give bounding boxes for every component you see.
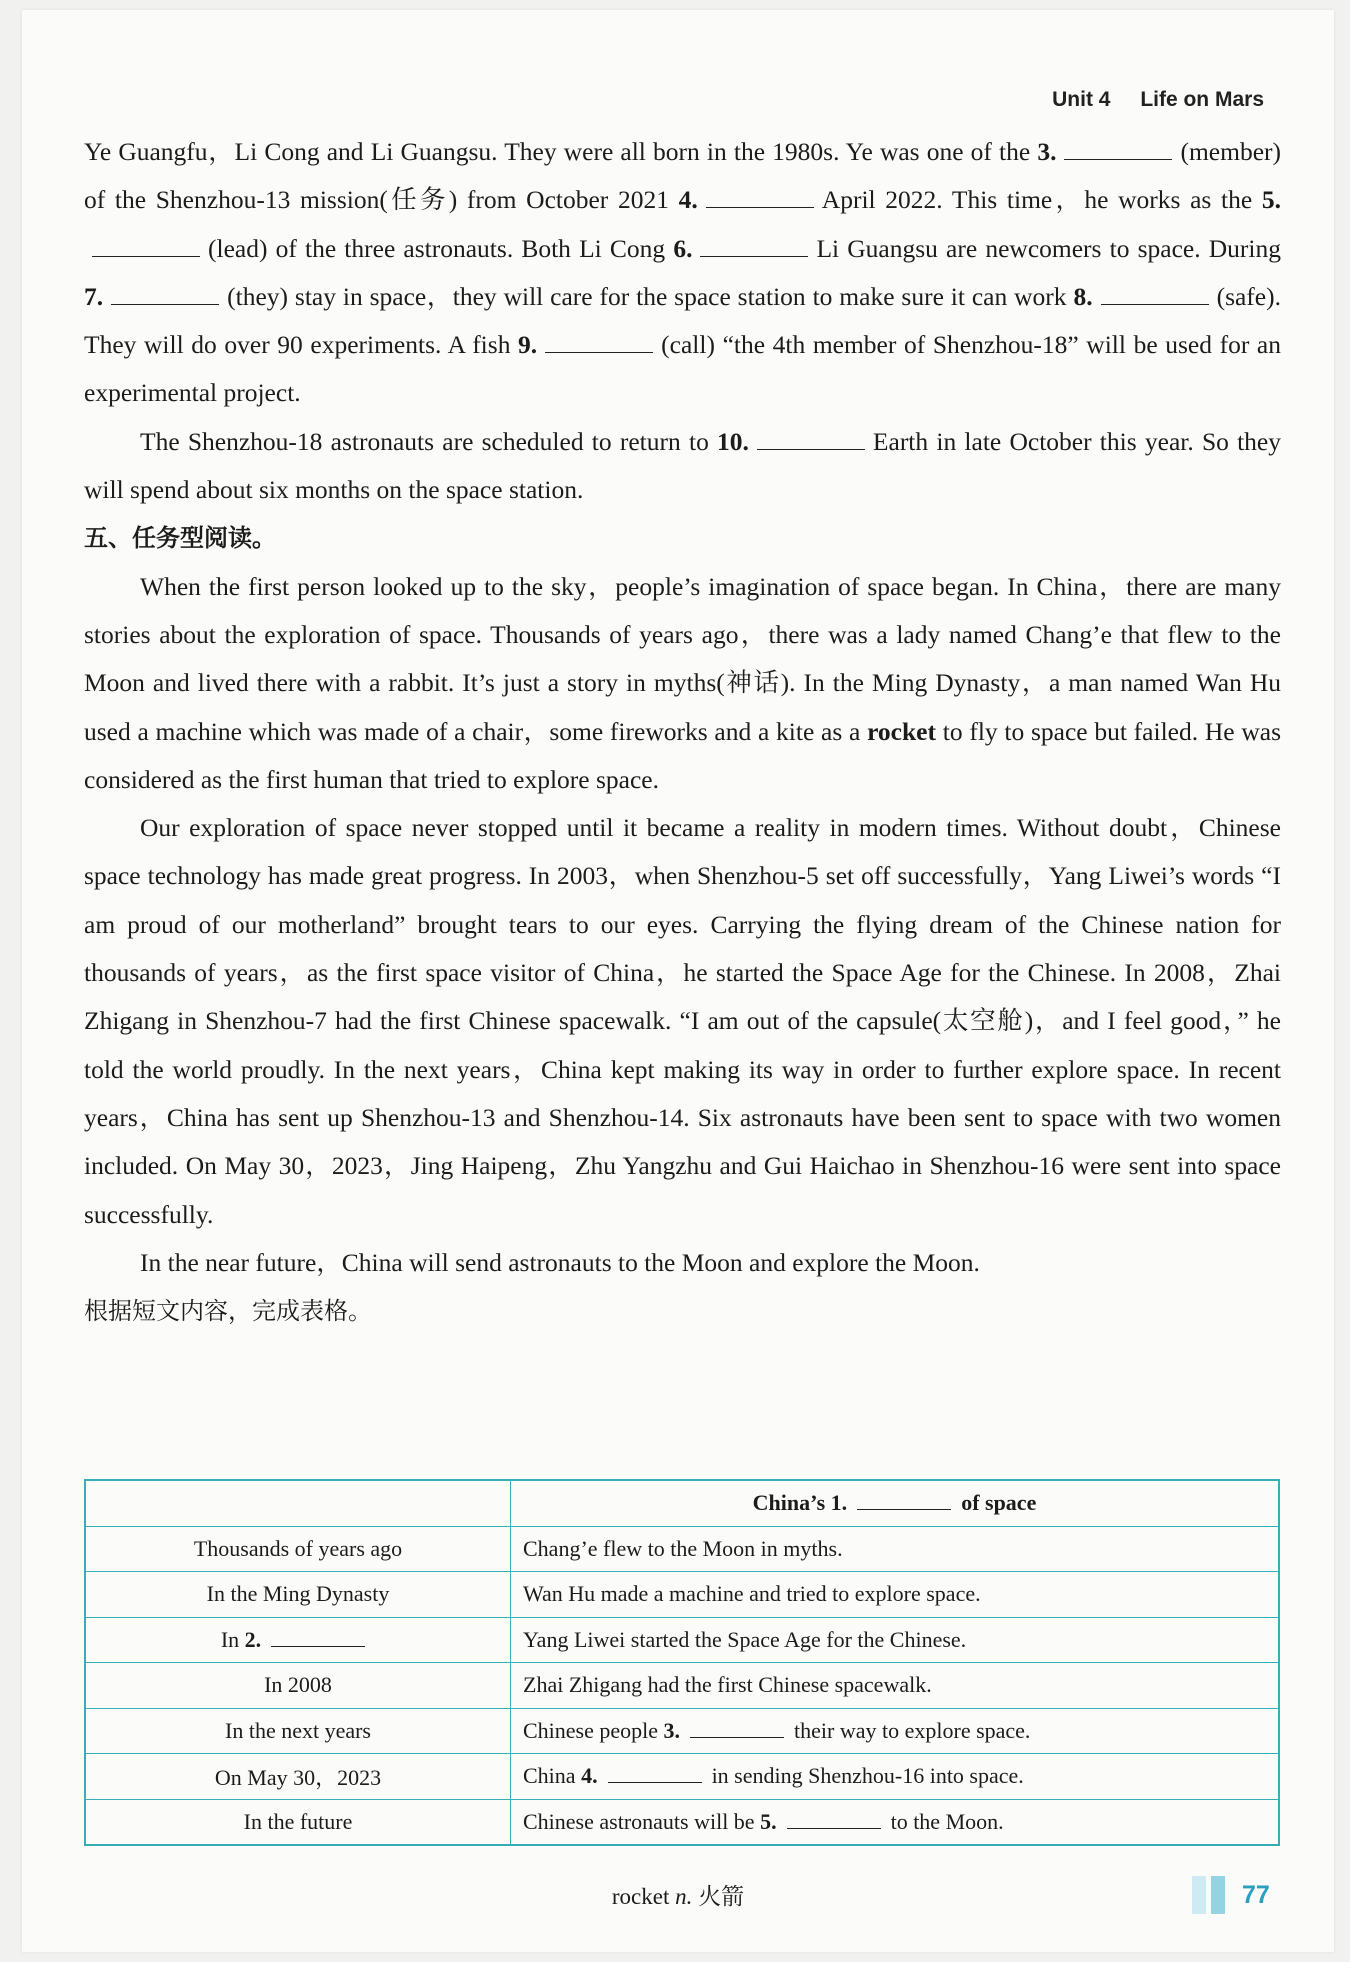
blank-4[interactable] bbox=[706, 206, 814, 208]
time-cell: Thousands of years ago bbox=[85, 1526, 511, 1572]
event-text: Chinese astronauts will be bbox=[523, 1808, 761, 1834]
table-header-empty bbox=[85, 1480, 511, 1526]
table-blank-1[interactable] bbox=[857, 1508, 951, 1510]
table-blank-5[interactable] bbox=[787, 1827, 881, 1829]
event-text: to the Moon. bbox=[890, 1808, 1004, 1834]
time-cell: In the next years bbox=[85, 1708, 511, 1754]
workbook-page bbox=[22, 10, 1334, 1952]
header-text: of space bbox=[961, 1490, 1037, 1516]
text-run: Ye Guangfu，Li Cong and Li Guangsu. They were all born in the 1980s. Ye was one of the bbox=[84, 137, 1038, 166]
table-blank-4[interactable] bbox=[608, 1781, 702, 1783]
table-row bbox=[85, 1617, 1279, 1663]
reading-paragraph-1 bbox=[84, 563, 1281, 804]
table-row bbox=[85, 1572, 1279, 1618]
blank-number-9: 9. bbox=[518, 330, 538, 360]
event-text: Chinese people bbox=[523, 1717, 664, 1743]
event-cell bbox=[511, 1708, 1280, 1754]
text-run: (lead) of the three astronauts. Both Li Cong bbox=[208, 233, 674, 263]
table-blank-3[interactable] bbox=[690, 1736, 784, 1738]
footnote-pos: n. bbox=[675, 1884, 693, 1909]
unit-title: Life on Mars bbox=[1140, 88, 1264, 111]
event-cell: Chang’e flew to the Moon in myths. bbox=[511, 1526, 1280, 1572]
text-run: The Shenzhou-18 astronauts are scheduled to return to bbox=[140, 426, 718, 456]
text-run: (call) “the 4th member of Shenzhou-18” will be used for an experimental project. bbox=[84, 330, 1281, 408]
footnote-word: rocket bbox=[611, 1884, 670, 1909]
blank-number-8: 8. bbox=[1073, 281, 1093, 311]
table-row bbox=[85, 1526, 1279, 1572]
time-cell: On May 30，2023 bbox=[85, 1754, 511, 1800]
task-instruction: 根据短文内容，完成表格。 bbox=[84, 1297, 372, 1326]
table-header bbox=[511, 1480, 1280, 1526]
event-text: China bbox=[523, 1763, 582, 1789]
table-row bbox=[85, 1754, 1279, 1800]
table-blank-2[interactable] bbox=[271, 1645, 365, 1647]
text-run: (member) of the Shenzhou-13 mission(任务) from October 2021 bbox=[84, 137, 1281, 215]
blank-number: 2. bbox=[244, 1626, 262, 1652]
unit-label: Unit 4 bbox=[1052, 88, 1111, 111]
text-run: (safe). They will do over 90 experiments. A fish bbox=[84, 281, 1281, 360]
blank-number-6: 6. bbox=[673, 233, 693, 263]
blank-number: 5. bbox=[760, 1808, 777, 1834]
blank-number-10: 10. bbox=[717, 426, 749, 456]
cloze-paragraph-2 bbox=[84, 418, 1281, 515]
text-run: April 2022. This time，he works as the bbox=[821, 185, 1262, 215]
text-run: When the first person looked up to the sky，people’s imagination of space began. In China，there are many stories about the exploration of space. Thousands of years ago，there was a lady named Chang’e that flew to the Moon and lived there with a rabbit. It’s just a story in myths(神话). In the Ming Dynasty，a man named Wan Hu used a machine which was made of a chair，some fireworks and a kite as a bbox=[84, 571, 1281, 746]
reading-paragraph-3: In the near future，China will send astronauts to the Moon and explore the Moon. bbox=[140, 1247, 980, 1277]
time-cell: In the future bbox=[85, 1799, 511, 1845]
event-text: in sending Shenzhou-16 into space. bbox=[711, 1763, 1024, 1789]
page-number: 77 bbox=[1242, 1880, 1270, 1909]
blank-number-3: 3. bbox=[1037, 137, 1057, 166]
event-cell: Wan Hu made a machine and tried to explore space. bbox=[511, 1572, 1280, 1618]
blank-6[interactable] bbox=[700, 255, 808, 257]
blank-number: 4. bbox=[581, 1763, 598, 1789]
blank-10[interactable] bbox=[757, 448, 865, 450]
blank-number: 3. bbox=[663, 1717, 681, 1743]
blank-number-5: 5. bbox=[1261, 185, 1281, 215]
blank-8[interactable] bbox=[1101, 303, 1209, 305]
text-run: to fly to space but failed. He was considered as the first human that tried to explore space. bbox=[84, 716, 1281, 794]
page-number-box bbox=[1192, 1876, 1270, 1914]
blank-9[interactable] bbox=[545, 351, 653, 353]
event-cell bbox=[511, 1799, 1280, 1845]
event-cell: Yang Liwei started the Space Age for the Chinese. bbox=[511, 1617, 1280, 1663]
cloze-paragraph-1 bbox=[84, 128, 1281, 418]
footnote-meaning: 火箭 bbox=[698, 1884, 745, 1909]
event-text: their way to explore space. bbox=[794, 1717, 1031, 1743]
time-text: In bbox=[220, 1626, 245, 1652]
blank-number-4: 4. bbox=[678, 185, 698, 215]
blank-3[interactable] bbox=[1064, 158, 1172, 160]
header-text: China’s 1. bbox=[752, 1490, 848, 1516]
blank-5[interactable] bbox=[92, 255, 200, 257]
decor-bar-icon bbox=[1192, 1876, 1206, 1914]
page-header bbox=[1052, 88, 1264, 112]
blank-7[interactable] bbox=[111, 303, 219, 305]
time-cell: In the Ming Dynasty bbox=[85, 1572, 511, 1618]
text-run: Li Guangsu are newcomers to space. During bbox=[816, 233, 1281, 263]
blank-number-7: 7. bbox=[84, 281, 104, 311]
reading-paragraph-2: Our exploration of space never stopped until it became a reality in modern times. Without doubt，Chinese space technology has made great progress. In 2003，when Shenzhou-5 set off successfully，Yang Liwei’s words “I am proud of our motherland” brought tears to our eyes. Carrying the flying dream of the Chinese nation for thousands of years，as the first space visitor of China，he started the Space Age for the Chinese. In 2008，Zhai Zhigang in Shenzhou-7 had the first Chinese spacewalk. “I am out of the capsule(太空舱)，and I feel good，” he told the world proudly. In the next years，China kept making its way in order to further explore space. In recent years，China has sent up Shenzhou-13 and Shenzhou-14. Six astronauts have been sent to space with two women included. On May 30，2023，Jing Haipeng，Zhu Yangzhu and Gui Haichao in Shenzhou-16 were sent into space successfully. bbox=[84, 813, 1281, 1229]
footnote bbox=[22, 1878, 1334, 1911]
task-table bbox=[84, 1479, 1280, 1846]
decor-bar-icon bbox=[1211, 1876, 1225, 1914]
table-row bbox=[85, 1799, 1279, 1845]
section-heading: 五、任务型阅读。 bbox=[84, 524, 276, 553]
page-content bbox=[84, 128, 1281, 1335]
text-run: Earth in late October this year. So they will spend about six months on the space station. bbox=[84, 426, 1282, 505]
keyword-rocket: rocket bbox=[867, 716, 936, 746]
text-run: (they) stay in space，they will care for the space station to make sure it can work bbox=[227, 281, 1074, 311]
time-cell bbox=[85, 1617, 511, 1663]
time-cell: In 2008 bbox=[85, 1663, 511, 1709]
table-header-row bbox=[85, 1480, 1279, 1526]
event-cell: Zhai Zhigang had the first Chinese spacewalk. bbox=[511, 1663, 1280, 1709]
event-cell bbox=[511, 1754, 1280, 1800]
table-row bbox=[85, 1663, 1279, 1709]
table-row bbox=[85, 1708, 1279, 1754]
